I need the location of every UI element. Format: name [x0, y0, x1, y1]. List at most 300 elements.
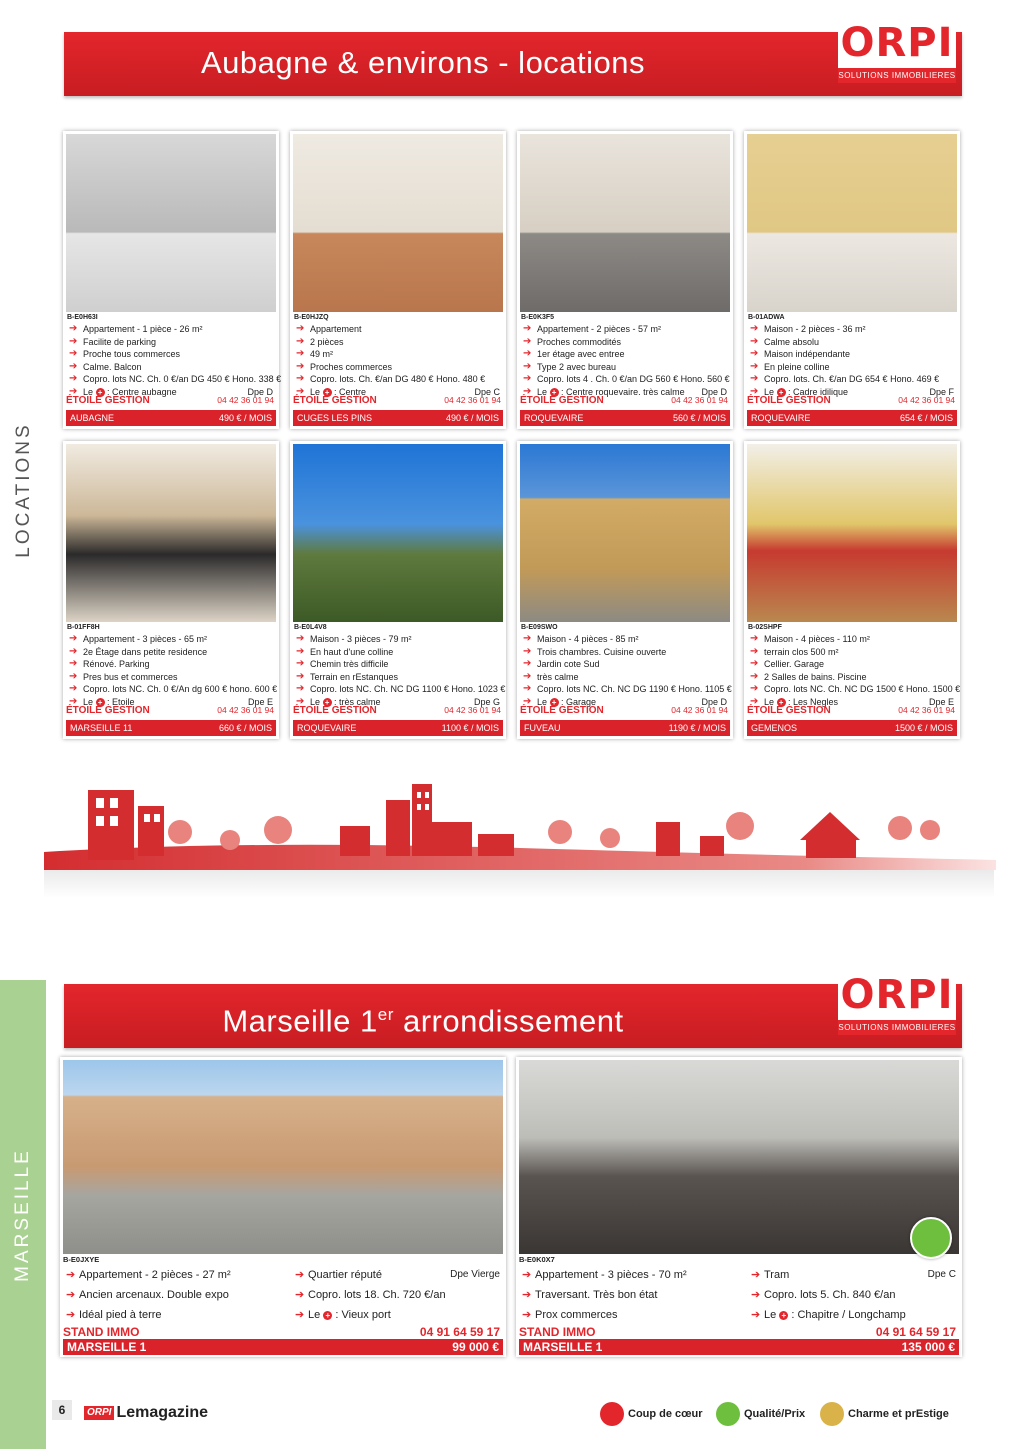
agency-row [66, 704, 276, 717]
arrow-icon: ➔ [523, 683, 532, 694]
plus-icon: + [779, 1311, 788, 1320]
arrow-icon: ➔ [296, 335, 305, 347]
arrow-icon: ➔ [296, 695, 305, 707]
arrow-icon: ➔ [750, 645, 759, 657]
feature-text: En pleine colline [764, 361, 830, 372]
listing-card[interactable] [290, 131, 506, 429]
arrow-icon: ➔ [523, 323, 532, 334]
agency-row [66, 394, 276, 407]
listing-card[interactable] [744, 131, 960, 429]
arrow-icon: ➔ [295, 1289, 305, 1301]
reference-code: B-E0HJZQ [293, 312, 504, 323]
feature-item [748, 646, 956, 659]
highlight-text: : Centre roquevaire. très calme [558, 386, 685, 397]
agency-row [747, 394, 957, 407]
highlight-prefix: Le [537, 386, 548, 397]
feature-text: 1er étage avec entree [537, 349, 625, 359]
sale-card[interactable] [516, 1057, 962, 1357]
title-rest: arrondissement [393, 1003, 624, 1039]
arrow-icon: ➔ [751, 1289, 761, 1301]
feature-list [67, 633, 278, 708]
price-bar [520, 410, 730, 426]
agency-row [520, 704, 730, 717]
arrow-icon: ➔ [750, 335, 759, 347]
energy-rating: Dpe Vierge [450, 1269, 500, 1280]
feature-text: Proche tous commerces [83, 349, 181, 359]
highlight-text: : Garage [558, 696, 597, 707]
arrow-icon: ➔ [296, 683, 305, 694]
feature-item [67, 361, 275, 374]
arrow-icon: ➔ [66, 1309, 76, 1321]
listing-card[interactable] [290, 441, 506, 739]
price-bar [66, 410, 276, 426]
city-name: MARSEILLE 1 [67, 1340, 147, 1354]
highlight-text: : Vieux port [332, 1309, 391, 1321]
feature-text: Maison - 4 pièces - 85 m² [537, 634, 639, 644]
highlight-text: : Chapitre / Longchamp [788, 1309, 906, 1321]
orpi-logo [838, 970, 956, 1032]
page-number: 6 [52, 1400, 72, 1420]
property-photo[interactable] [747, 134, 957, 312]
listing-card[interactable] [63, 441, 279, 739]
agency-row [63, 1325, 503, 1339]
reference-code: B-01ADWA [747, 312, 958, 323]
arrow-icon: ➔ [750, 695, 759, 707]
plus-icon: + [96, 698, 105, 707]
logo-name: ORPI [840, 972, 954, 1018]
feature-text: Copro. lots NC. Ch. NC DG 1100 € Hono. 1023 € [310, 684, 506, 694]
charm-prestige-icon [820, 1402, 844, 1426]
feature-item [748, 633, 956, 646]
arrow-icon: ➔ [295, 1309, 305, 1321]
city-name: ROQUEVAIRE [751, 413, 811, 423]
feature-text: Rénové. Parking [83, 659, 150, 669]
agency-phone: 04 91 64 59 17 [875, 1325, 956, 1339]
feature-item [294, 633, 502, 646]
feature-text: Calme absolu [764, 336, 820, 347]
city-skyline-illustration [40, 770, 1000, 900]
arrow-icon: ➔ [750, 385, 759, 397]
arrow-icon: ➔ [523, 645, 532, 657]
orpi-logo [838, 18, 956, 80]
sale-card[interactable] [60, 1057, 506, 1357]
section-title [64, 984, 782, 1048]
feature-item [294, 348, 502, 361]
city-name: AUBAGNE [70, 413, 115, 423]
price-bar [293, 720, 503, 736]
arrow-icon: ➔ [296, 633, 305, 644]
feature-text: Copro. lots 18. Ch. 720 €/an [308, 1289, 446, 1301]
feature-text: Appartement - 1 pièce - 26 m² [83, 324, 203, 334]
feature-text: Maison - 2 pièces - 36 m² [764, 324, 866, 334]
property-photo[interactable] [66, 444, 276, 622]
magazine-brand: ORPI [84, 1406, 114, 1420]
rent-price: 490 € / MOIS [218, 413, 272, 423]
arrow-icon: ➔ [750, 670, 759, 682]
agency-phone: 04 91 64 59 17 [419, 1325, 500, 1339]
title-sup: er [377, 1005, 394, 1024]
section-label-text: LOCATIONS [13, 422, 34, 558]
agency-name: ÉTOILE GESTION [66, 705, 150, 716]
highlight-prefix: Le [764, 696, 775, 707]
listing-card[interactable] [63, 131, 282, 429]
highlight-text: : Centre [331, 386, 367, 397]
energy-rating: Dpe F [929, 386, 954, 397]
highlight-text: : Les Negles [785, 696, 839, 707]
feature-text: Jardin cote Sud [537, 659, 600, 669]
arrow-icon: ➔ [296, 645, 305, 657]
plus-icon: + [777, 388, 786, 397]
legend-label: Coup de cœur [628, 1408, 703, 1420]
feature-item [748, 361, 956, 374]
energy-rating: Dpe G [473, 696, 500, 707]
agency-name: ÉTOILE GESTION [747, 705, 831, 716]
feature-text: Trois chambres. Cuisine ouverte [537, 646, 667, 657]
highlight-prefix: Le [537, 696, 548, 707]
highlight-prefix: Le [310, 386, 321, 397]
city-name: MARSEILLE 11 [70, 723, 133, 733]
arrow-icon: ➔ [750, 323, 759, 334]
feature-text: Idéal pied à terre [79, 1309, 162, 1321]
feature-text: Appartement - 3 pièces - 65 m² [83, 634, 208, 644]
feature-item [292, 1265, 446, 1285]
coup-de-coeur-icon [600, 1402, 624, 1426]
feature-text: Copro. lots NC. Ch. NC DG 1500 € Hono. 1500 € [764, 684, 961, 694]
agency-row [747, 704, 957, 717]
price-bar [63, 1339, 503, 1355]
feature-text: Prox commerces [535, 1309, 618, 1321]
arrow-icon: ➔ [750, 633, 759, 644]
feature-text: Appartement - 2 pièces - 27 m² [79, 1269, 231, 1281]
feature-item [63, 1305, 231, 1325]
arrow-icon: ➔ [69, 670, 78, 682]
magazine-name: Lemagazine [116, 1404, 209, 1421]
highlight-prefix: Le [310, 696, 321, 707]
feature-item [294, 336, 502, 349]
price-bar [519, 1339, 959, 1355]
feature-text: Copro. lots NC. Ch. 0 €/An dg 600 € hono. 600 € [83, 684, 278, 694]
agency-phone: 04 42 36 01 94 [217, 395, 274, 405]
highlight-prefix: Le [308, 1309, 321, 1321]
reference-code: B-E0L4V8 [293, 622, 504, 633]
agency-phone: 04 42 36 01 94 [671, 395, 728, 405]
agency-phone: 04 42 36 01 94 [217, 705, 274, 715]
arrow-icon: ➔ [66, 1269, 76, 1281]
rent-price: 1190 € / MOIS [668, 723, 726, 733]
rent-price: 660 € / MOIS [218, 723, 272, 733]
feature-item [521, 323, 729, 336]
feature-text: Appartement - 2 pièces - 57 m² [537, 324, 662, 334]
property-photo[interactable] [293, 134, 503, 312]
arrow-icon: ➔ [523, 670, 532, 682]
feature-item [294, 361, 502, 374]
feature-text: Copro. lots 5. Ch. 840 €/an [764, 1289, 896, 1301]
plus-icon: + [323, 388, 332, 397]
feature-list [294, 323, 502, 398]
feature-list [294, 633, 506, 708]
arrow-icon: ➔ [69, 360, 78, 372]
agency-row [519, 1325, 959, 1339]
highlight-prefix: Le [83, 386, 94, 397]
feature-list [521, 323, 729, 398]
city-name: MARSEILLE 1 [523, 1340, 603, 1354]
property-photo[interactable] [747, 444, 957, 622]
arrow-icon: ➔ [69, 645, 78, 657]
rent-price: 1500 € / MOIS [894, 723, 953, 733]
price-bar [747, 720, 957, 736]
reference-code: B-01FF8H [66, 622, 277, 633]
quality-price-badge-icon [910, 1217, 952, 1259]
feature-text: 2 pièces [310, 336, 344, 347]
arrow-icon: ➔ [523, 658, 532, 669]
feature-list-left [519, 1265, 687, 1325]
feature-item [294, 646, 502, 659]
feature-item [521, 348, 729, 361]
agency-name: ÉTOILE GESTION [520, 395, 604, 406]
feature-item [519, 1305, 687, 1325]
magazine-logo [84, 1404, 208, 1422]
feature-item [521, 646, 729, 659]
feature-text: Copro. lots. Ch. €/an DG 480 € Hono. 480 € [310, 374, 486, 384]
feature-item [294, 373, 502, 386]
highlight-text: : Etoile [104, 696, 135, 707]
feature-text: Terrain en rEstanques [310, 671, 399, 682]
feature-item [294, 683, 506, 696]
arrow-icon: ➔ [69, 633, 78, 644]
feature-text: Copro. lots NC. Ch. NC DG 1190 € Hono. 1105 € [537, 684, 732, 694]
arrow-icon: ➔ [296, 385, 305, 397]
feature-item [67, 336, 275, 349]
feature-text: Chemin très difficile [310, 659, 389, 669]
arrow-icon: ➔ [296, 360, 305, 372]
arrow-icon: ➔ [523, 373, 532, 384]
arrow-icon: ➔ [69, 683, 78, 694]
arrow-icon: ➔ [522, 1289, 532, 1301]
arrow-icon: ➔ [523, 348, 532, 359]
feature-text: Appartement [310, 324, 362, 334]
quality-price-icon [716, 1402, 740, 1426]
arrow-icon: ➔ [750, 658, 759, 669]
section-banner-aubagne [64, 20, 962, 96]
feature-text: Copro. lots 4 . Ch. 0 €/an DG 560 € Hono. 560 € [537, 374, 730, 384]
feature-text: Cellier. Garage [764, 659, 825, 669]
legend-label: Charme et prEstige [848, 1408, 949, 1420]
arrow-icon: ➔ [66, 1289, 76, 1301]
section-label-marseille [0, 980, 46, 1449]
feature-list [748, 633, 961, 708]
agency-name: ÉTOILE GESTION [293, 705, 377, 716]
plus-icon: + [323, 1311, 332, 1320]
feature-text: Traversant. Très bon état [535, 1289, 658, 1301]
feature-item-highlight [292, 1305, 446, 1325]
arrow-icon: ➔ [751, 1269, 761, 1281]
logo-tagline: SOLUTIONS IMMOBILIERES [838, 1020, 956, 1035]
property-photo[interactable] [520, 444, 730, 622]
feature-item [748, 336, 956, 349]
agency-phone: 04 42 36 01 94 [444, 705, 501, 715]
arrow-icon: ➔ [69, 385, 78, 397]
arrow-icon: ➔ [296, 658, 305, 669]
arrow-icon: ➔ [69, 658, 78, 669]
feature-text: Copro. lots. Ch. €/an DG 654 € Hono. 469 € [764, 374, 940, 384]
reference-code: B-E0K0X7 [519, 1255, 555, 1264]
highlight-prefix: Le [83, 696, 94, 707]
section-banner-marseille [64, 972, 962, 1048]
feature-item [67, 671, 275, 684]
title-main: Marseille 1 [222, 1003, 378, 1039]
listing-card[interactable] [744, 441, 960, 739]
city-name: ROQUEVAIRE [524, 413, 584, 423]
property-photo[interactable] [519, 1060, 959, 1254]
feature-text: Maison - 4 pièces - 110 m² [764, 634, 870, 644]
feature-text: En haut d'une colline [310, 646, 394, 657]
feature-text: Proches commerces [310, 361, 393, 372]
highlight-text: : très calme [331, 696, 381, 707]
feature-list-right [748, 1265, 906, 1325]
feature-text: 2e Étage dans petite residence [83, 646, 208, 657]
rent-price: 1100 € / MOIS [441, 723, 499, 733]
arrow-icon: ➔ [69, 323, 78, 334]
agency-phone: 04 42 36 01 94 [671, 705, 728, 715]
feature-text: Maison indépendante [764, 349, 851, 359]
city-name: ROQUEVAIRE [297, 723, 357, 733]
feature-text: Ancien arcenaux. Double expo [79, 1289, 229, 1301]
feature-item [748, 1265, 906, 1285]
feature-text: Proches commodités [537, 336, 622, 347]
feature-text: Copro. lots NC. Ch. 0 €/an DG 450 € Hono. 338 € [83, 374, 282, 384]
sale-price: 135 000 € [901, 1340, 955, 1354]
agency-name: ÉTOILE GESTION [293, 395, 377, 406]
property-photo[interactable] [293, 444, 503, 622]
arrow-icon: ➔ [295, 1269, 305, 1281]
feature-list-right [292, 1265, 446, 1325]
arrow-icon: ➔ [296, 670, 305, 682]
feature-item [294, 658, 502, 671]
arrow-icon: ➔ [523, 385, 532, 397]
highlight-prefix: Le [764, 1309, 777, 1321]
feature-text: Appartement - 3 pièces - 70 m² [535, 1269, 687, 1281]
agency-phone: 04 42 36 01 94 [444, 395, 501, 405]
arrow-icon: ➔ [523, 695, 532, 707]
arrow-icon: ➔ [69, 695, 78, 707]
agency-name: ÉTOILE GESTION [747, 395, 831, 406]
feature-item-highlight [748, 1305, 906, 1325]
feature-item [748, 373, 956, 386]
arrow-icon: ➔ [523, 360, 532, 372]
city-name: FUVEAU [524, 723, 561, 733]
arrow-icon: ➔ [523, 633, 532, 644]
feature-item [67, 683, 278, 696]
feature-list [748, 323, 956, 398]
energy-rating: Dpe D [701, 696, 727, 707]
arrow-icon: ➔ [69, 373, 78, 384]
arrow-icon: ➔ [296, 323, 305, 334]
agency-name: ÉTOILE GESTION [520, 705, 604, 716]
arrow-icon: ➔ [750, 373, 759, 384]
agency-name: STAND IMMO [519, 1325, 596, 1339]
reference-code: B-E09SWO [520, 622, 731, 633]
rent-price: 490 € / MOIS [445, 413, 499, 423]
feature-item [294, 323, 502, 336]
arrow-icon: ➔ [750, 683, 759, 694]
feature-text: 2 Salles de bains. Piscine [764, 671, 867, 682]
feature-list-left [63, 1265, 231, 1325]
highlight-prefix: Le [764, 386, 775, 397]
feature-item [67, 633, 275, 646]
energy-rating: Dpe D [247, 386, 273, 397]
property-photo[interactable] [63, 1060, 503, 1254]
property-photo[interactable] [520, 134, 730, 312]
agency-phone: 04 42 36 01 94 [898, 705, 955, 715]
feature-item [521, 336, 729, 349]
feature-item [748, 671, 956, 684]
feature-item [521, 658, 729, 671]
feature-text: Calme. Balcon [83, 361, 142, 372]
agency-row [293, 704, 503, 717]
listing-card[interactable] [517, 131, 733, 429]
arrow-icon: ➔ [69, 348, 78, 359]
feature-text: Pres bus et commerces [83, 671, 178, 682]
agency-row [293, 394, 503, 407]
energy-rating: Dpe E [928, 696, 954, 707]
property-photo[interactable] [66, 134, 276, 312]
logo-tagline: SOLUTIONS IMMOBILIERES [838, 68, 956, 83]
feature-item [67, 373, 282, 386]
plus-icon: + [323, 698, 332, 707]
feature-item [748, 323, 956, 336]
feature-item [67, 658, 275, 671]
feature-text: Type 2 avec bureau [537, 361, 617, 372]
arrow-icon: ➔ [523, 335, 532, 347]
price-bar [520, 720, 730, 736]
rent-price: 654 € / MOIS [899, 413, 953, 423]
energy-rating: Dpe E [247, 696, 273, 707]
reference-code: B-E0K3F5 [520, 312, 731, 323]
feature-item [63, 1265, 231, 1285]
feature-item [63, 1285, 231, 1305]
feature-text: Maison - 3 pièces - 79 m² [310, 634, 412, 644]
feature-text: 49 m² [310, 349, 334, 359]
feature-text: très calme [537, 671, 579, 682]
city-name: GEMENOS [751, 723, 798, 733]
reference-code: B-E0H63I [66, 312, 277, 323]
plus-icon: + [550, 388, 559, 397]
rent-price: 560 € / MOIS [672, 413, 726, 423]
feature-item [292, 1285, 446, 1305]
listing-card[interactable] [517, 441, 733, 739]
plus-icon: + [777, 698, 786, 707]
feature-item [521, 671, 729, 684]
feature-item [519, 1285, 687, 1305]
arrow-icon: ➔ [522, 1269, 532, 1281]
section-title: Aubagne & environs - locations [200, 45, 646, 80]
reference-code: B-E0JXYE [63, 1255, 100, 1264]
city-name: CUGES LES PINS [297, 413, 373, 423]
feature-item [521, 373, 729, 386]
reference-code: B-02SHPF [747, 622, 958, 633]
energy-rating: Dpe D [701, 386, 727, 397]
agency-name: ÉTOILE GESTION [66, 395, 150, 406]
arrow-icon: ➔ [296, 373, 305, 384]
arrow-icon: ➔ [750, 348, 759, 359]
feature-text: Facilite de parking [83, 336, 157, 347]
highlight-text: : Centre aubagne [104, 386, 177, 397]
energy-rating: Dpe C [474, 386, 500, 397]
feature-item [519, 1265, 687, 1285]
feature-item [521, 361, 729, 374]
feature-text: terrain clos 500 m² [764, 646, 839, 657]
arrow-icon: ➔ [69, 335, 78, 347]
